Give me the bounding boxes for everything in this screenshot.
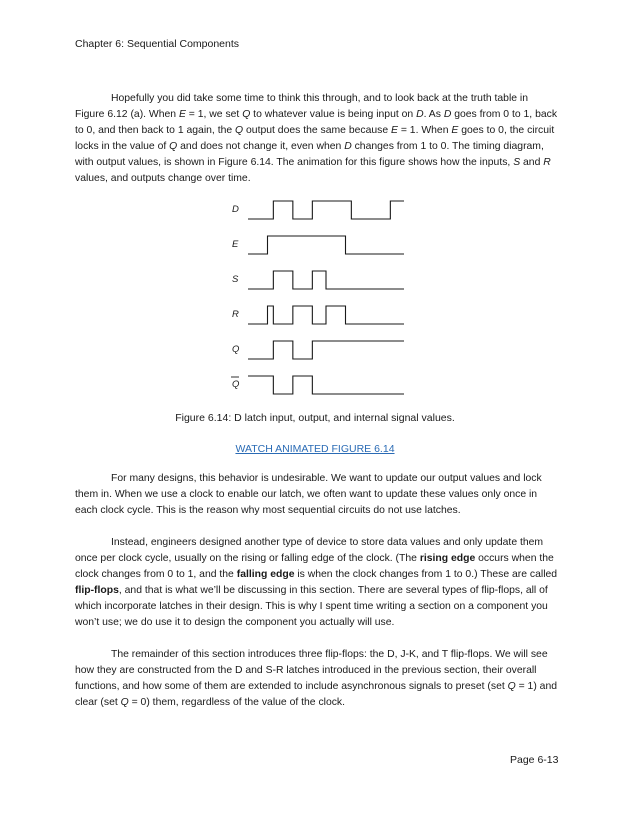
italic-variable: D	[443, 109, 452, 120]
italic-variable: S	[513, 157, 521, 168]
waveform-d	[248, 201, 404, 219]
figure-caption: Figure 6.14: D latch input, output, and internal signal values.	[175, 412, 455, 424]
italic-variable: E	[178, 109, 186, 120]
bold-term: falling edge	[236, 569, 295, 580]
waveform-s	[248, 271, 404, 289]
watch-animated-figure-link[interactable]: WATCH ANIMATED FIGURE 6.14	[235, 443, 395, 455]
signal-label-q: Q	[232, 344, 240, 355]
paragraph-intro: Hopefully you did take some time to think this through, and to look back at the truth table in Figure 6.12 (a). When E = 1, we set Q to whatever value is being input on D. As D goes from 0 to 1, back to 0, and then back to 1 again, the Q output does the same because E = 1. When E goes to 0, the circuit locks in the value of Q and does not change it, even when D changes from 1 to 0. The timing diagram, with output values, is shown in Figure 6.14. The animation for this figure shows how the inputs, S and R values, and outputs change over time.	[75, 93, 558, 184]
waveform-q-bar	[248, 376, 404, 394]
signal-label-d: D	[232, 204, 239, 215]
italic-variable: Q	[242, 109, 251, 120]
paragraph-flip-flops: Instead, engineers designed another type of device to store data values and only update them once per clock cycle, usually on the rising or falling edge of the clock. (The rising edge occurs when the clock changes from 0 to 1, and the falling edge is when the clock changes from 1 to 0.) These are called flip-flops, and that is what we’ll be discussing in this section. There are several types of flip-flops, all of which incorporate latches in their design. This is why I spent time writing a section on a component you won’t use; we do use it to design the component you actually will use.	[75, 537, 558, 628]
signal-label-e: E	[232, 239, 239, 250]
waveform-e	[248, 236, 404, 254]
bold-term: rising edge	[419, 553, 476, 564]
italic-variable: Q	[235, 125, 244, 136]
signal-label-s: S	[232, 274, 239, 285]
italic-variable: Q	[169, 141, 178, 152]
paragraph-remainder: The remainder of this section introduces three flip-flops: the D, J-K, and T flip-flops. We will see how they are constructed from the D and S-R latches introduced in the previous section, their overall functions, and how some of them are extended to include asynchronous signals to preset (set Q = 1) and clear (set Q = 0) them, regardless of the value of the clock.	[75, 649, 558, 708]
italic-variable: R	[543, 157, 551, 168]
italic-variable: D	[416, 109, 424, 120]
page-number: Page 6-13	[510, 754, 559, 766]
italic-variable: E	[391, 125, 398, 136]
italic-variable: Q	[507, 681, 516, 692]
signal-label-r: R	[232, 309, 239, 320]
paragraph-behavior: For many designs, this behavior is undesirable. We want to update our output values and lock them in. When we use a clock to enable our latch, we often want to update these values only once in each clock cycle. This is the reason why most sequential circuits do not use latches.	[75, 473, 542, 516]
signal-label-q-bar: Q	[232, 379, 240, 390]
italic-variable: D	[344, 141, 352, 152]
timing-diagram	[220, 195, 410, 395]
waveform-q	[248, 341, 404, 359]
italic-variable: Q	[120, 697, 129, 708]
italic-variable: E	[451, 125, 459, 136]
bold-term: flip-flops	[75, 585, 119, 596]
chapter-header: Chapter 6: Sequential Components	[75, 38, 240, 50]
waveform-r	[248, 306, 404, 324]
